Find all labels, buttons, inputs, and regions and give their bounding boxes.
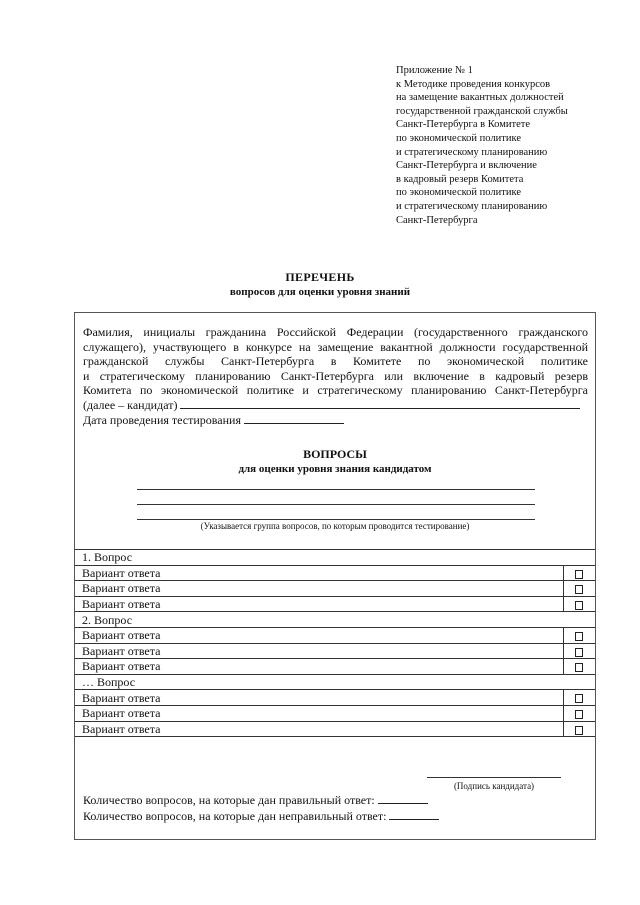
questions-subtitle: для оценки уровня знания кандидатом xyxy=(238,463,432,475)
incorrect-count-field[interactable] xyxy=(389,810,439,820)
appendix-line: Санкт-Петербурга в Комитете xyxy=(396,119,530,131)
answer-label: Вариант ответа xyxy=(75,690,563,706)
answer-label: Вариант ответа xyxy=(75,643,563,659)
incorrect-count-label: Количество вопросов, на которые дан неправильный ответ: xyxy=(83,809,387,823)
test-date-field[interactable] xyxy=(244,414,344,424)
question-group-line[interactable] xyxy=(137,504,535,505)
appendix-block xyxy=(396,64,626,227)
question-group-line[interactable] xyxy=(137,489,535,490)
appendix-line: на замещение вакантных должностей xyxy=(396,92,564,104)
answer-row xyxy=(75,565,595,581)
answer-checkbox[interactable] xyxy=(575,694,583,703)
answer-checkbox[interactable] xyxy=(575,570,583,579)
document-subtitle: вопросов для оценки уровня знаний xyxy=(229,286,411,298)
test-date-label: Дата проведения тестирования xyxy=(83,412,241,427)
answer-row xyxy=(75,627,595,643)
appendix-line: по экономической политике xyxy=(396,132,521,144)
answer-label: Вариант ответа xyxy=(75,705,563,721)
appendix-line: Приложение № 1 xyxy=(396,65,473,76)
answer-label: Вариант ответа xyxy=(75,565,563,581)
candidate-label: (далее – кандидат) xyxy=(83,397,178,412)
question-row xyxy=(75,550,595,566)
answer-label: Вариант ответа xyxy=(75,627,563,643)
answer-checkbox[interactable] xyxy=(575,726,583,735)
answer-row xyxy=(75,721,595,737)
correct-count-label: Количество вопросов, на которые дан правильный ответ: xyxy=(83,793,375,807)
answer-row xyxy=(75,581,595,597)
answer-row xyxy=(75,690,595,706)
intro-line: служащего), участвующего в конкурсе на замещение вакантной должности государственной xyxy=(83,339,588,354)
answer-checkbox[interactable] xyxy=(575,710,583,719)
answer-checkbox[interactable] xyxy=(575,601,583,610)
test-date-row xyxy=(83,413,588,428)
signature-label: (Подпись кандидата) xyxy=(453,781,535,791)
question-label: … Вопрос xyxy=(75,674,595,690)
question-row xyxy=(75,612,595,628)
document-title: ПЕРЕЧЕНЬ xyxy=(285,270,355,284)
answer-checkbox[interactable] xyxy=(575,585,583,594)
answer-row xyxy=(75,643,595,659)
appendix-line: Санкт-Петербурга и включение xyxy=(396,160,537,172)
appendix-line: и стратегическому планированию xyxy=(396,200,548,212)
answer-row xyxy=(75,596,595,612)
correct-count-field[interactable] xyxy=(378,794,428,804)
answer-label: Вариант ответа xyxy=(75,659,563,675)
incorrect-count-row xyxy=(83,809,439,824)
signature-line[interactable] xyxy=(427,777,561,778)
appendix-line: государственной гражданской службы xyxy=(396,105,568,117)
answer-label: Вариант ответа xyxy=(75,596,563,612)
answer-checkbox[interactable] xyxy=(575,648,583,657)
question-group-line[interactable] xyxy=(137,519,535,520)
question-row xyxy=(75,674,595,690)
intro-line: и стратегическому планированию Санкт-Петербурга или включение в кадровый резерв xyxy=(83,368,588,383)
answer-checkbox[interactable] xyxy=(575,632,583,641)
candidate-intro xyxy=(83,325,588,427)
questions-title: ВОПРОСЫ xyxy=(303,447,367,461)
appendix-line: Санкт-Петербурга xyxy=(396,214,478,226)
candidate-name-field[interactable] xyxy=(180,399,580,409)
intro-line: Фамилия, инициалы гражданина Российской Федерации (государственного гражданского xyxy=(83,325,588,339)
form-frame xyxy=(74,312,596,840)
question-group-note: (Указывается группа вопросов, по которым проводится тестирование) xyxy=(200,521,470,531)
appendix-line: в кадровый резерв Комитета xyxy=(396,173,524,185)
question-label: 1. Вопрос xyxy=(75,550,595,566)
questions-table xyxy=(75,549,595,737)
question-label: 2. Вопрос xyxy=(75,612,595,628)
appendix-line: по экономической политике xyxy=(396,187,521,199)
answer-label: Вариант ответа xyxy=(75,581,563,597)
appendix-line: к Методике проведения конкурсов xyxy=(396,78,551,90)
appendix-line: и стратегическому планированию xyxy=(396,146,548,158)
candidate-name-row xyxy=(83,398,588,413)
answer-row xyxy=(75,705,595,721)
intro-line: Комитета по экономической политике и стратегическому планированию Санкт-Петербурга xyxy=(83,383,588,398)
answer-row xyxy=(75,659,595,675)
answer-label: Вариант ответа xyxy=(75,721,563,737)
intro-line: гражданской службы Санкт-Петербурга в Комитете по экономической политике xyxy=(83,354,588,369)
correct-count-row xyxy=(83,793,428,808)
answer-checkbox[interactable] xyxy=(575,663,583,672)
